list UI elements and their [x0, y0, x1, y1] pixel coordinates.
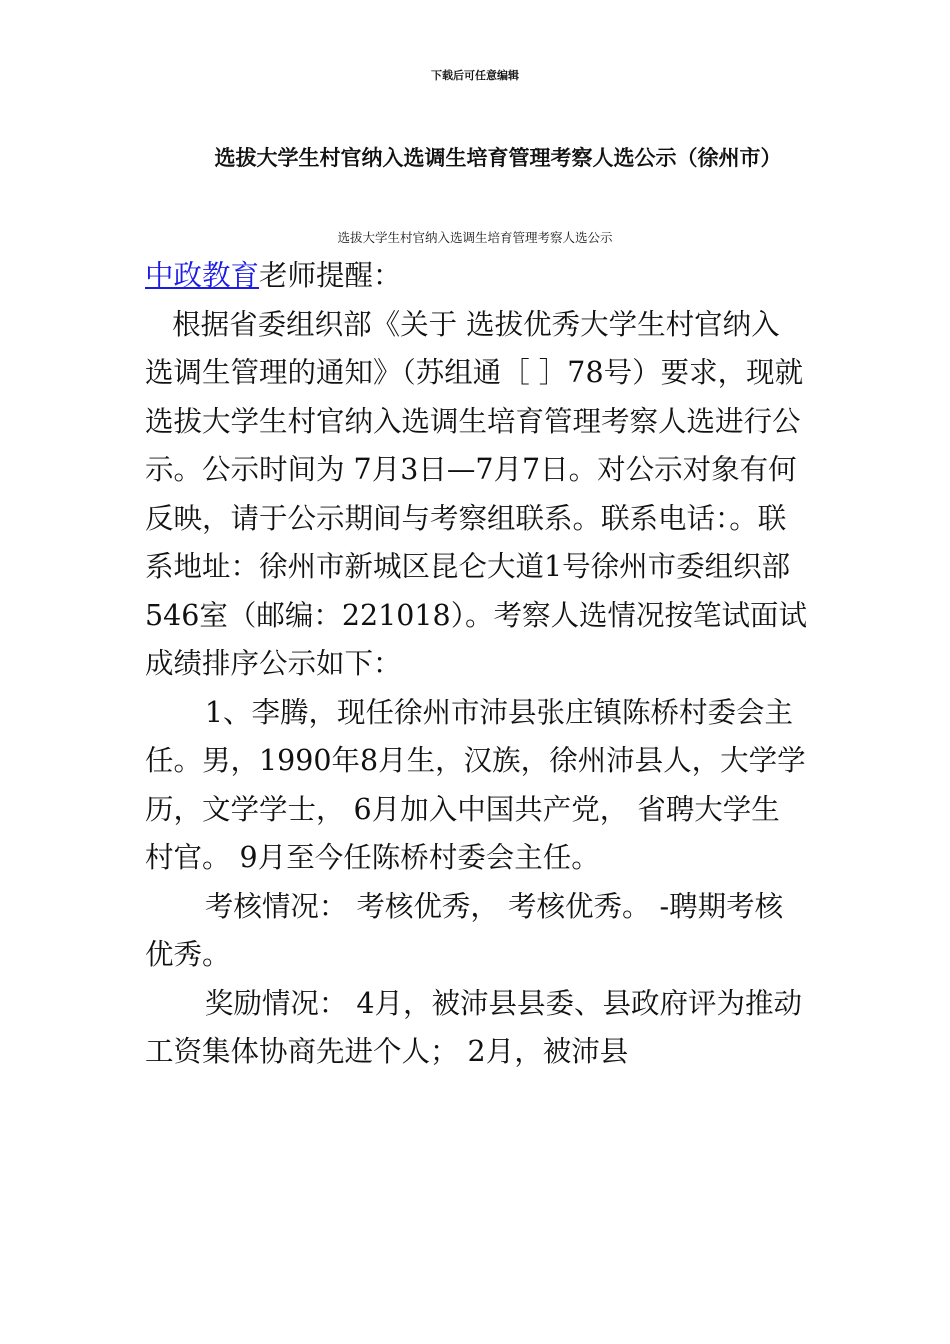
document-subtitle: 选拔大学生村官纳入选调生培育管理考察人选公示	[337, 230, 613, 245]
zhongzheng-education-link[interactable]: 中政教育	[145, 259, 260, 292]
document-body	[145, 252, 807, 1077]
header-note: 下载后可任意编辑	[431, 69, 519, 82]
intro-paragraph: 根据省委组织部《关于 选拔优秀大学生村官纳入选调生管理的通知》（苏组通［ ］78号）要求，现就选拔大学生村官纳入选调生培育管理考察人选进行公示。公示时间为 7月3日—7月7日。对公示对象有何反映，请于公示期间与考察组联系。联系电话：。联系地址：徐州市新城区昆仑大道1号徐州市委组织部546室（邮编：221018）。考察人选情况按笔试面试成绩排序公示如下：	[145, 307, 807, 680]
awards-paragraph: 奖励情况： 4月，被沛县县委、县政府评为推动工资集体协商先进个人； 2月，被沛县	[145, 986, 803, 1068]
document-title: 选拔大学生村官纳入选调生培育管理考察人选公示（徐州市）	[214, 146, 782, 170]
reminder-suffix: 老师提醒：	[259, 259, 402, 292]
assessment-paragraph: 考核情况： 考核优秀， 考核优秀。 -聘期考核优秀。	[145, 889, 784, 971]
candidate-paragraph: 1、李腾，现任徐州市沛县张庄镇陈桥村委会主任。男，1990年8月生，汉族，徐州沛县人，大学学历，文学学士， 6月加入中国共产党， 省聘大学生村官。 9月至今任陈桥村委会主任。	[145, 695, 806, 874]
reminder-line	[145, 252, 807, 301]
